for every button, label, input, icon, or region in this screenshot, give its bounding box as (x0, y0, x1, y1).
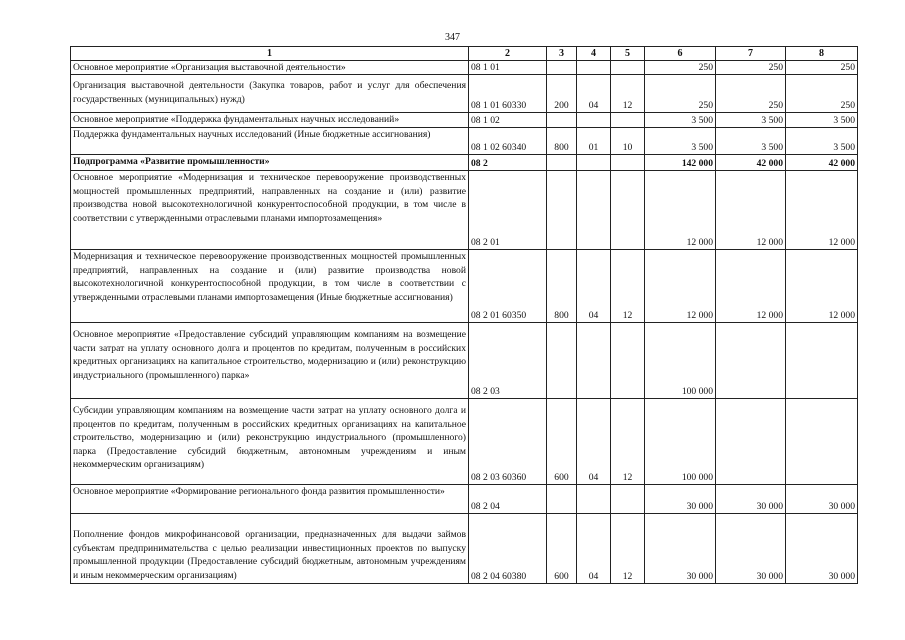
table-row (71, 250, 858, 323)
row-rz (577, 323, 611, 399)
table-row (71, 323, 858, 399)
row-vr: 800 (547, 128, 577, 155)
row-rz (577, 485, 611, 514)
row-name: Основное мероприятие «Модернизация и техническое перевооружение производственных мощностей промышленных предприятий, направленных на создание и (или) развитие производства новой высокотехнологичной конкурентоспособной продукции, в том числе в соответствии с утвержденными отраслевыми планами импортозамещения» (71, 171, 469, 250)
row-value-3: 30 000 (786, 485, 858, 514)
row-vr (547, 323, 577, 399)
row-value-2: 250 (716, 61, 786, 75)
row-value-1: 30 000 (645, 514, 716, 584)
row-name: Основное мероприятие «Организация выставочной деятельности» (71, 61, 469, 75)
row-pr (611, 155, 645, 171)
row-code: 08 2 01 (469, 171, 547, 250)
row-vr (547, 155, 577, 171)
budget-table (70, 46, 858, 584)
row-value-3: 12 000 (786, 250, 858, 323)
row-value-3 (786, 399, 858, 485)
col-header: 3 (547, 47, 577, 61)
row-code: 08 2 04 60380 (469, 514, 547, 584)
col-header: 5 (611, 47, 645, 61)
row-code: 08 1 01 60330 (469, 75, 547, 113)
row-value-3: 3 500 (786, 128, 858, 155)
row-value-1: 250 (645, 75, 716, 113)
row-value-2: 30 000 (716, 485, 786, 514)
row-pr: 12 (611, 75, 645, 113)
row-name: Основное мероприятие «Предоставление субсидий управляющим компаниям на возмещение части затрат на уплату основного долга и процентов по кредитам, полученным в российских кредитных организациях на капитальное строительство, модернизацию и (или) реконструкцию индустриального (промышленного) парка» (71, 323, 469, 399)
col-header: 8 (786, 47, 858, 61)
table-row (71, 485, 858, 514)
col-header: 4 (577, 47, 611, 61)
row-pr: 10 (611, 128, 645, 155)
row-name: Субсидии управляющим компаниям на возмещение части затрат на уплату основного долга и процентов по кредитам, полученным в российских кредитных организациях на капитальное строительство, модернизацию и (или) реконструкцию индустриального (промышленного) парка (Предоставление субсидий бюджетным, автономным учреждениям и иным некоммерческим организациям) (71, 399, 469, 485)
row-rz (577, 171, 611, 250)
row-value-2: 12 000 (716, 250, 786, 323)
row-rz: 04 (577, 250, 611, 323)
row-pr: 12 (611, 399, 645, 485)
table-row (71, 171, 858, 250)
row-value-1: 100 000 (645, 399, 716, 485)
row-code: 08 2 03 (469, 323, 547, 399)
row-value-1: 12 000 (645, 171, 716, 250)
row-vr: 600 (547, 514, 577, 584)
col-header: 2 (469, 47, 547, 61)
table-row (71, 514, 858, 584)
row-value-1: 3 500 (645, 128, 716, 155)
row-rz (577, 113, 611, 128)
row-vr (547, 61, 577, 75)
row-name: Подпрограмма «Развитие промышленности» (71, 155, 469, 171)
row-code: 08 1 02 60340 (469, 128, 547, 155)
row-name: Организация выставочной деятельности (Закупка товаров, работ и услуг для обеспечения государственных (муниципальных) нужд) (71, 75, 469, 113)
row-pr (611, 171, 645, 250)
row-rz: 01 (577, 128, 611, 155)
row-value-3: 30 000 (786, 514, 858, 584)
table-row (71, 61, 858, 75)
row-value-2 (716, 323, 786, 399)
row-vr: 600 (547, 399, 577, 485)
row-name: Основное мероприятие «Формирование регионального фонда развития промышленности» (71, 485, 469, 514)
row-value-1: 12 000 (645, 250, 716, 323)
table-row (71, 113, 858, 128)
row-vr: 800 (547, 250, 577, 323)
row-vr (547, 485, 577, 514)
row-name: Модернизация и техническое перевооружение производственных мощностей промышленных предприятий, направленных на создание и (или) развитие производства новой высокотехнологичной конкурентоспособной продукции, в том числе в соответствии с утвержденными отраслевыми планами импортозамещения (Иные бюджетные ассигнования) (71, 250, 469, 323)
row-value-2 (716, 399, 786, 485)
table-row (71, 75, 858, 113)
row-value-2: 3 500 (716, 113, 786, 128)
header-row (71, 47, 858, 61)
row-pr: 12 (611, 514, 645, 584)
table-row (71, 399, 858, 485)
row-code: 08 2 01 60350 (469, 250, 547, 323)
row-value-2: 12 000 (716, 171, 786, 250)
page-number: 347 (445, 32, 460, 43)
row-code: 08 2 04 (469, 485, 547, 514)
row-value-2: 250 (716, 75, 786, 113)
row-rz: 04 (577, 75, 611, 113)
row-value-1: 100 000 (645, 323, 716, 399)
row-vr (547, 113, 577, 128)
row-rz: 04 (577, 514, 611, 584)
row-value-1: 30 000 (645, 485, 716, 514)
row-value-2: 3 500 (716, 128, 786, 155)
row-code: 08 1 02 (469, 113, 547, 128)
row-code: 08 2 (469, 155, 547, 171)
row-value-3: 42 000 (786, 155, 858, 171)
row-name: Основное мероприятие «Поддержка фундаментальных научных исследований» (71, 113, 469, 128)
row-value-2: 30 000 (716, 514, 786, 584)
row-value-3: 3 500 (786, 113, 858, 128)
row-value-1: 250 (645, 61, 716, 75)
row-code: 08 2 03 60360 (469, 399, 547, 485)
row-code: 08 1 01 (469, 61, 547, 75)
row-value-3 (786, 323, 858, 399)
row-pr (611, 485, 645, 514)
row-value-3: 12 000 (786, 171, 858, 250)
row-pr (611, 113, 645, 128)
row-rz (577, 155, 611, 171)
row-vr: 200 (547, 75, 577, 113)
table-row (71, 155, 858, 171)
table-row (71, 128, 858, 155)
row-name: Пополнение фондов микрофинансовой организации, предназначенных для выдачи займов субъектам предпринимательства с целью реализации инвестиционных проектов по выпуску промышленной продукции (Предоставление субсидий бюджетным, автономным учреждениям и иным некоммерческим организациям) (71, 514, 469, 584)
row-rz: 04 (577, 399, 611, 485)
row-rz (577, 61, 611, 75)
row-value-1: 142 000 (645, 155, 716, 171)
row-pr: 12 (611, 250, 645, 323)
col-header: 6 (645, 47, 716, 61)
row-value-3: 250 (786, 75, 858, 113)
row-pr (611, 323, 645, 399)
col-header: 7 (716, 47, 786, 61)
row-name: Поддержка фундаментальных научных исследований (Иные бюджетные ассигнования) (71, 128, 469, 155)
row-vr (547, 171, 577, 250)
row-value-3: 250 (786, 61, 858, 75)
row-pr (611, 61, 645, 75)
row-value-2: 42 000 (716, 155, 786, 171)
row-value-1: 3 500 (645, 113, 716, 128)
col-header: 1 (71, 47, 469, 61)
